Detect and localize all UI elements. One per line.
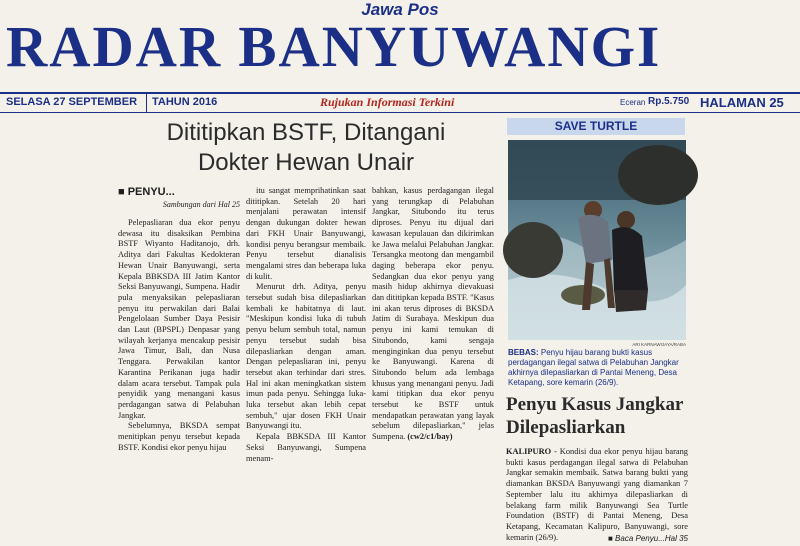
headline-line-2: Dokter Hewan Unair: [197, 149, 415, 176]
byline: (cw2/c1/bay): [407, 432, 453, 442]
photo-caption: [508, 348, 688, 388]
article-column-1: [118, 218, 240, 452]
feature-text: - Kondisi dua ekor penyu hijau barang bukti kasus perdagangan ilegal satwa di Pelabuhan Jangkar semakin membaik. Satwa barang bukti yang diamankan BKSDA Banyuwangi yang diamankan 7 September lalu itu akhirnya dilepasliarkan di belakang farm milik Banyuwangi Sea Turtle Foundation (BSTF) di Pantai Meneng, Desa Ketapang, Kecamatan Kalipuro, Banyuwangi, sore kemarin (26/9).: [506, 447, 688, 542]
paragraph: Kepala BBKSDA III Kantor Seksi Banyuwangi, Sumpena menam-: [246, 432, 366, 463]
news-photo: [508, 140, 686, 340]
feature-headline: Penyu Kasus Jangkar Dilepasliarkan: [506, 394, 684, 438]
paragraph: Pelepasliaran dua ekor penyu dewasa itu disaksikan Pembina BSTF Wiyanto Haditanojo, drh. Aditya dari Fakultas Kedokteran Hewan Unair Banyuwangi, serta Kepala BBKSDA III Jatim Kantor Seksi Banyuwangi, Sumpena. Hadir pula menyaksikan pelepasliaran penyu itu perwakilan dari Balai Pengelolaan Sumber Daya Pesisir dan Laut (BPSPL) Denpasar yang wilayah kerjanya mencakup pesisir Jawa Timur, Bali, dan Nusa Tenggara. Perwakilan kantor Karantina Perikanan juga hadir dalam acara tersebut. Tampak pula penyidik yang menangani kasus perdagangan satwa di Pelabuhan Jangkar.: [118, 218, 240, 420]
article-column-2: [246, 186, 366, 463]
photo-credit: ARI KARNAWIJAYA/RABA: [632, 342, 686, 347]
publisher-logo: Jawa Pos: [361, 0, 439, 19]
tagline: Rujukan Informasi Terkini: [320, 95, 455, 109]
paragraph: Sebelumnya, BKSDA sempat menitipkan penyu tersebut kepada BSTF. Kondisi ekor penyu hijau: [118, 421, 240, 452]
article-headline: [118, 118, 494, 178]
paragraph: itu sangat memprihatinkan saat dititipkan. Setelah 20 hari menjalani perawatan intensif dengan dukungan dokter hewan dari FKH Unair Banyuwangi, kondisi penyu berangsur membaik. Penyu tersebut dianalisis mengalami stres dan beberapa luka di kulit.: [246, 186, 366, 281]
section-label: SAVE TURTLE: [507, 118, 685, 135]
continuation-link: ■ Baca Penyu...Hal 35: [608, 534, 688, 543]
issue-year: TAHUN 2016: [152, 96, 218, 108]
price: Rp.5.750: [648, 96, 690, 107]
price-label: Eceran: [620, 98, 646, 107]
photo-illustration: [508, 140, 686, 340]
headline-line-1: Dititipkan BSTF, Ditangani: [166, 119, 446, 146]
paragraph-text: bahkan, kasus perdagangan ilegal yang terungkap di Pelabuhan Jangkar, Situbondo itu terus diproses. Penyu itu dijual dari kawasan kepulauan dan dikirimkan ke Jawa melalui Pelabuhan Jangkar. Tersangka meotong dan mengambil daging beberapa ekor penyu. Sedangkan dua ekor penyu yang masih hidup akhirnya dievakuasi dan dititipkan kepada BSTF. "Kasus ini akan terus diproses di BKSDA Jatim di Surabaya. Meskipun dua penyu ini kami temukan di Situbondo, kami sengaja menginginkan dua penyu tersebut ke Banyuwangi. Karena di Situbondo belum ada lembaga khusus yang menangani penyu. Jadi kami titipkan dua ekor penyu tersebut ke BSTF untuk mendapatkan perawatan yang layak sebelum dilepasliarkan," jelas Sumpena.: [372, 186, 494, 442]
dateline-bar: [0, 92, 800, 113]
caption-lead: BEBAS:: [508, 348, 539, 357]
article-column-3: [372, 186, 494, 442]
paragraph: Menurut drh. Aditya, penyu tersebut sudah bisa dilepasliarkan kembali ke habitatnya di laut. "Meskipun kondisi luka di tubuh penyu belum sembuh total, namun penyu tersebut sudah bisa dilepasliarkan dengan aman. Dengan pelepasliaran ini, penyu tersebut akan terhindar dari stres. Hal ini akan meningkatkan sistem imun pada penyu. Sehingga luka-luka tersebut akan lebih cepat sembuh," ujar dosen FKH Unair Banyuwangi itu.: [246, 282, 366, 431]
page-number: HALAMAN 25: [700, 95, 784, 110]
caption-text: Penyu hijau barang bukti kasus perdagangan ilegal satwa di Pelabuhan Jangkar akhirnya dilepasliarkan di Pantai Meneng, Desa Ketapang, sore kemarin (26/9).: [508, 348, 679, 387]
continuation-note: Sambungan dari Hal 25: [162, 200, 240, 209]
issue-date: SELASA 27 SEPTEMBER: [6, 96, 138, 108]
dateline-place: KALIPURO: [506, 447, 552, 456]
dateline-divider: [146, 94, 147, 112]
article-kicker: ■ PENYU...: [118, 186, 175, 198]
paragraph: [372, 186, 494, 443]
newspaper-title: RADAR BANYUWANGI: [6, 14, 662, 79]
